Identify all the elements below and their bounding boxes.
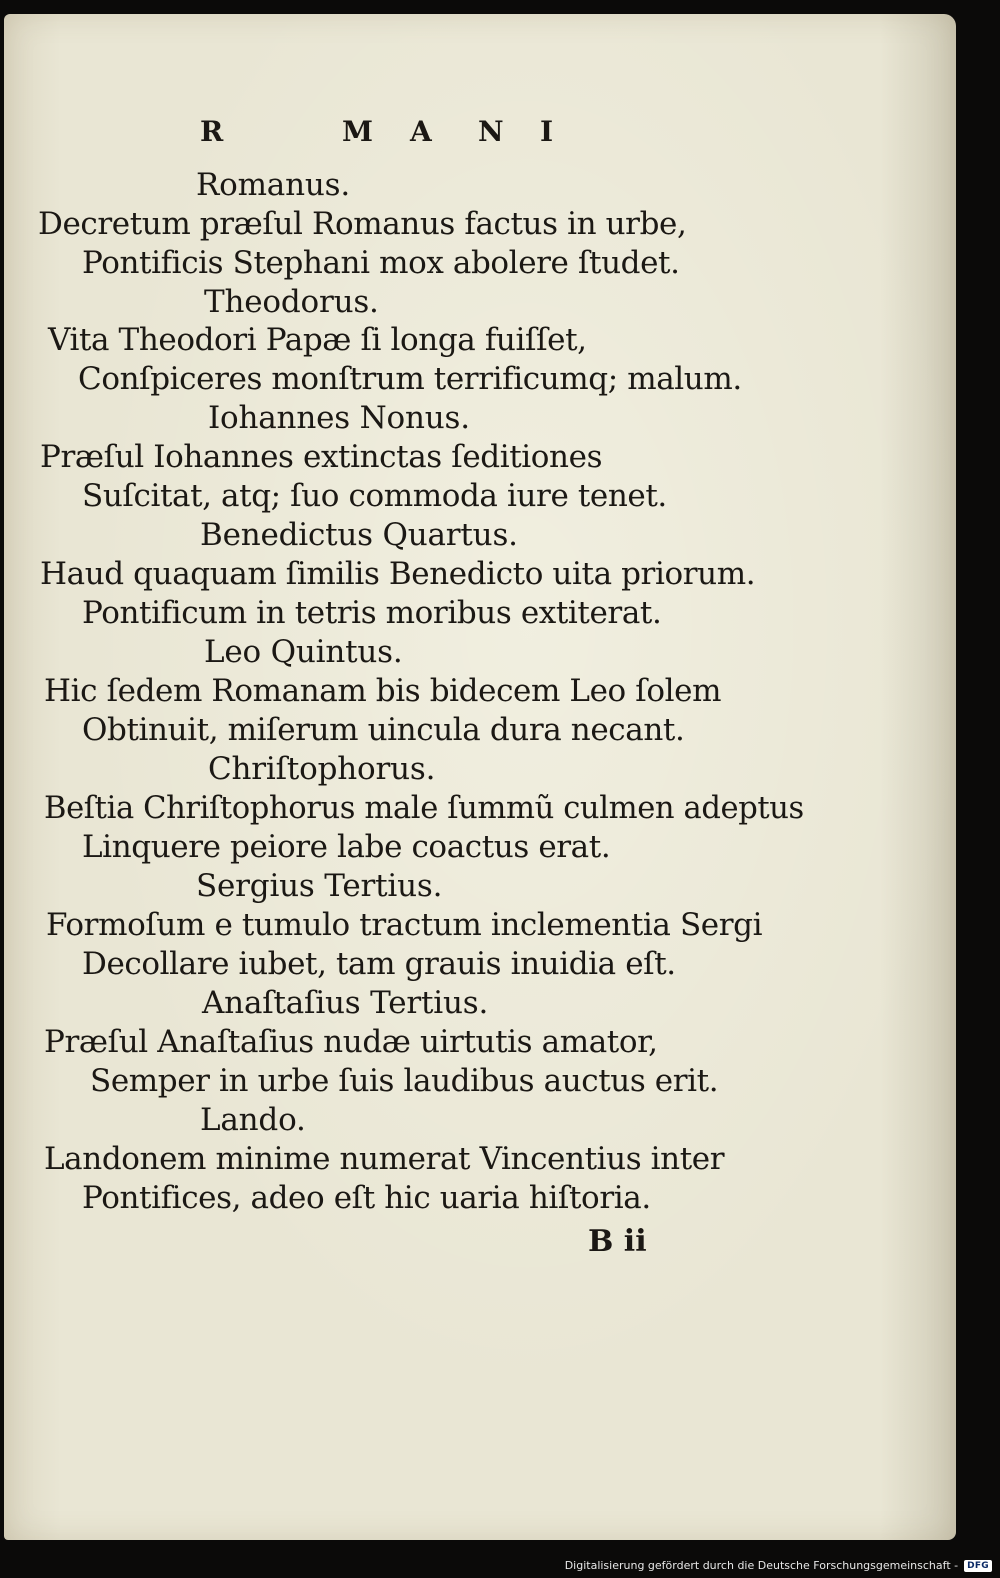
pope-heading: Leo Quintus. [204,634,403,670]
running-head-letter: N [478,115,504,148]
verse-line: Formoſum e tumulo tractum inclementia Sergi [46,907,763,943]
pope-heading: Romanus. [196,167,350,203]
verse-line: Præſul Anaſtaſius nudæ uirtutis amator, [44,1024,658,1060]
verse-line: Conſpiceres monſtrum terrificumq; malum. [78,361,742,397]
verse-line: Pontificum in tetris moribus extiterat. [82,595,662,631]
pope-heading: Anaſtaſius Tertius. [202,985,489,1021]
signature-mark: B ii [588,1224,647,1259]
verse-line: Vita Theodori Papæ ſi longa fuiſſet, [48,322,587,358]
pope-heading: Theodorus. [204,284,379,320]
verse-line: Pontifices, adeo eſt hic uaria hiſtoria. [82,1180,651,1216]
pope-heading: Iohannes Nonus. [208,400,470,436]
pope-heading: Chriſtophorus. [208,751,436,787]
dfg-logo: DFG [964,1560,992,1572]
pope-heading: Benedictus Quartus. [200,517,518,553]
verse-line: Præſul Iohannes extinctas ſeditiones [40,439,603,475]
pope-heading: Sergius Tertius. [196,868,443,904]
running-head-letter: A [410,115,432,148]
verse-line: Landonem minime numerat Vincentius inter [44,1141,725,1177]
verse-line: Suſcitat, atq; ſuo commoda iure tenet. [82,478,667,514]
book-page [4,14,956,1540]
verse-line: Beſtia Chriſtophorus male ſummũ culmen adeptus [44,790,804,826]
verse-line: Hic ſedem Romanam bis bidecem Leo ſolem [44,673,722,709]
verse-line: Linquere peiore labe coactus erat. [82,829,611,865]
running-head-letter: R [200,115,224,148]
running-head-letter: I [540,115,554,148]
running-head-letter: M [342,115,373,148]
pope-heading: Lando. [200,1102,306,1138]
verse-line: Obtinuit, miſerum uincula dura necant. [82,712,685,748]
verse-line: Pontificis Stephani mox abolere ſtudet. [82,245,680,281]
verse-line: Decollare iubet, tam grauis inuidia eſt. [82,946,676,982]
verse-line: Semper in urbe ſuis laudibus auctus erit. [90,1063,719,1099]
digitization-credit [565,1559,992,1572]
credit-text: Digitalisierung gefördert durch die Deutsche Forschungsgemeinschaft - [564,1559,959,1572]
verse-line: Decretum præſul Romanus factus in urbe, [38,206,687,242]
verse-line: Haud quaquam ſimilis Benedicto uita priorum. [40,556,756,592]
